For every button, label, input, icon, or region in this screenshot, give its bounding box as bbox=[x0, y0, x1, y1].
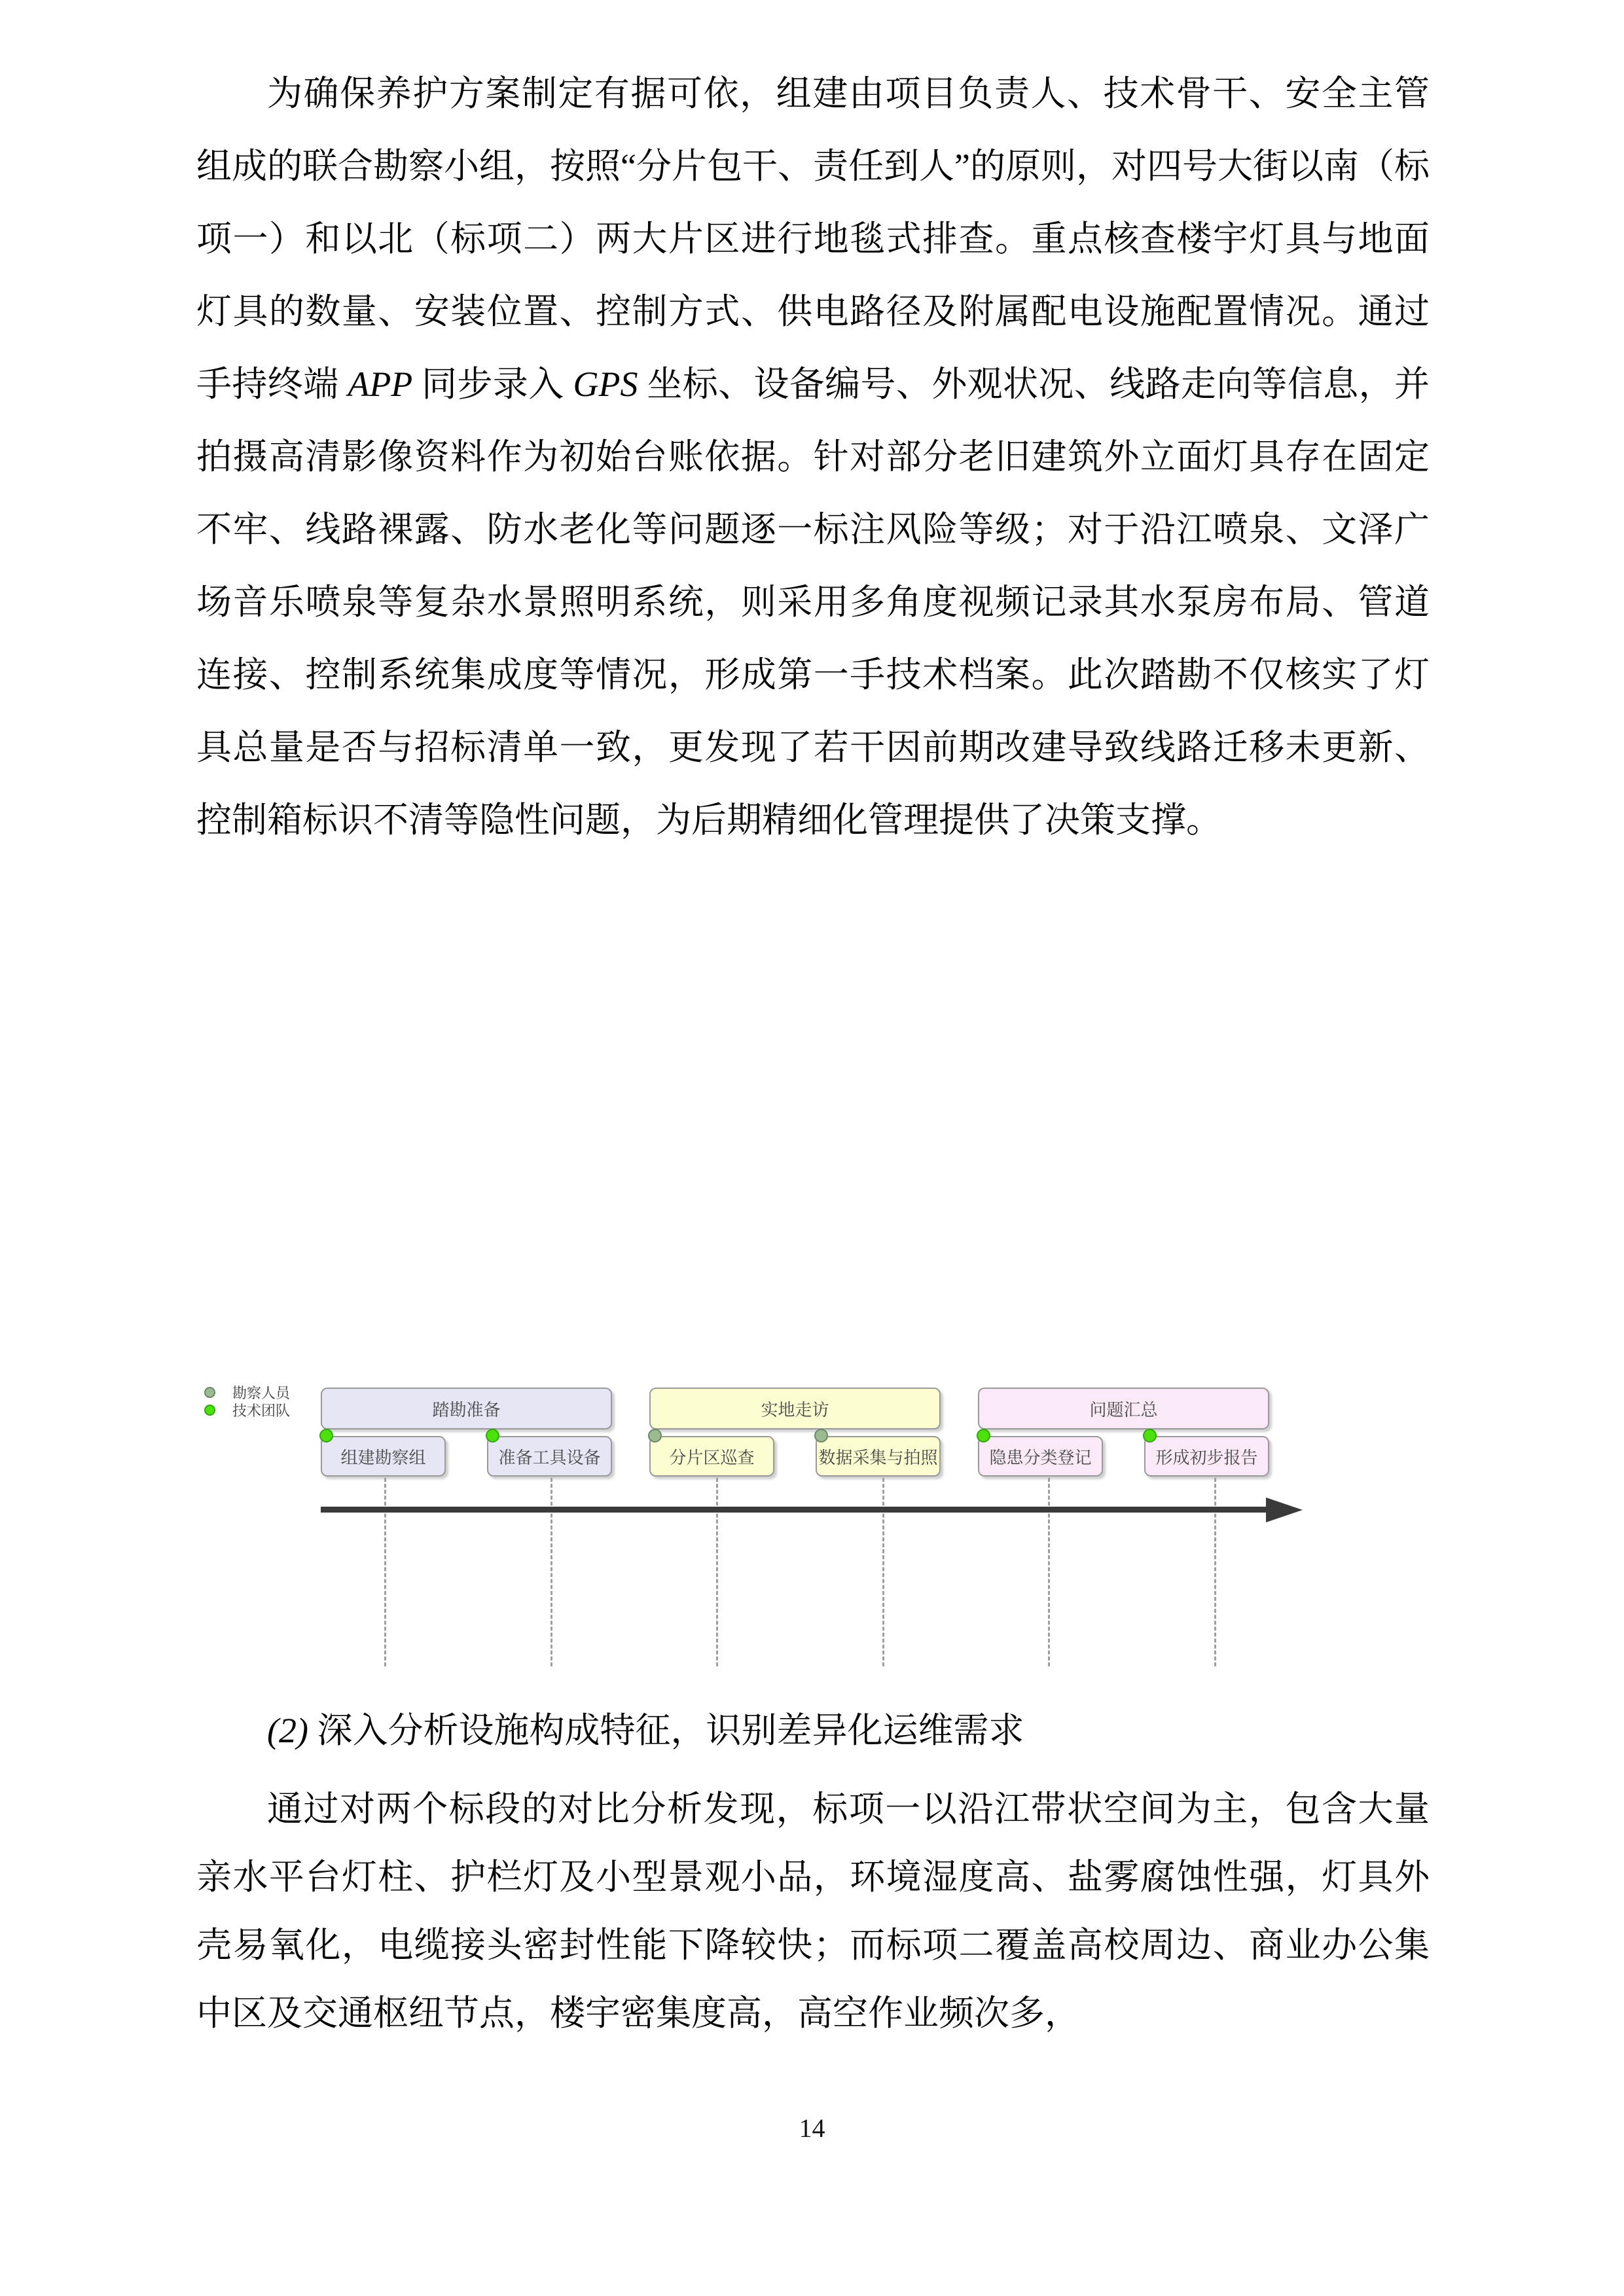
phase-box: 实地走访 bbox=[649, 1388, 941, 1429]
app-term: APP bbox=[348, 365, 413, 404]
paragraph-site-survey bbox=[196, 58, 1430, 857]
task-label: 形成初步报告 bbox=[1155, 1447, 1258, 1467]
task-label: 隐患分类登记 bbox=[989, 1447, 1092, 1467]
legend-label: 技术团队 bbox=[232, 1403, 291, 1419]
legend-item-surveyor bbox=[204, 1384, 290, 1401]
task-box bbox=[321, 1436, 446, 1477]
paragraph-text: 坐标、设备编号、外观状况、线路走向等信息，并拍摄高清影像资料作为初始台账依据。针对部分老旧建筑外立面灯具存在固定不牢、线路裸露、防水老化等问题逐一标注风险等级；对于沿江喷泉、文泽广场音乐喷泉等复杂水景照明系统，则采用多角度视频记录其水泵房布局、管道连接、控制系统集成度等情况，形成第一手技术档案。此次踏勘不仅核实了灯具总量是否与招标清单一致，更发现了若干因前期改建导致线路迁移未更新、控制箱标识不清等隐性问题，为后期精细化管理提供了决策支撑。 bbox=[196, 365, 1430, 840]
task-label: 数据采集与拍照 bbox=[818, 1447, 938, 1467]
task-row bbox=[321, 1436, 612, 1477]
timeline-phases bbox=[321, 1388, 1269, 1477]
surveyor-dot-icon bbox=[814, 1429, 828, 1443]
task-row bbox=[978, 1436, 1269, 1477]
tech-team-dot-icon bbox=[204, 1405, 215, 1416]
heading-number: (2) bbox=[267, 1711, 308, 1750]
survey-timeline-diagram bbox=[0, 1368, 1624, 1676]
paragraph-text: 同步录入 bbox=[412, 365, 573, 404]
task-label: 组建勘察组 bbox=[340, 1447, 426, 1467]
task-box bbox=[487, 1436, 612, 1477]
task-box bbox=[978, 1436, 1103, 1477]
tech-team-dot-icon bbox=[486, 1429, 499, 1443]
phase-group-field-visit bbox=[649, 1388, 941, 1477]
paragraph-comparison-analysis: 通过对两个标段的对比分析发现，标项一以沿江带状空间为主，包含大量亲水平台灯柱、护栏灯及小型景观小品，环境湿度高、盐雾腐蚀性强，灯具外壳易氧化，电缆接头密封性能下降较快；而标项二覆盖高校周边、商业办公集中区及交通枢纽节点，楼宇密集度高，高空作业频次多， bbox=[196, 1789, 1430, 2033]
tech-team-dot-icon bbox=[319, 1429, 333, 1443]
task-label: 准备工具设备 bbox=[498, 1447, 601, 1467]
surveyor-dot-icon bbox=[648, 1429, 662, 1443]
phase-group-issue-summary bbox=[978, 1388, 1269, 1477]
heading-text: 深入分析设施构成特征，识别差异化运维需求 bbox=[308, 1711, 1024, 1750]
surveyor-dot-icon bbox=[204, 1387, 215, 1398]
paragraph-text: 为确保养护方案制定有据可依，组建由项目负责人、技术骨干、安全主管组成的联合勘察小组，按照“分片包干、责任到人”的原则，对四号大街以南（标项一）和以北（标项二）两大片区进行地毯式排查。重点核查楼宇灯具与地面灯具的数量、安装位置、控制方式、供电路径及附属配电设施配置情况。通过手持终端 bbox=[196, 74, 1430, 404]
task-box bbox=[649, 1436, 774, 1477]
phase-group-preparation bbox=[321, 1388, 612, 1477]
task-box bbox=[816, 1436, 941, 1477]
task-row bbox=[649, 1436, 941, 1477]
timeline-arrow-shaft bbox=[321, 1507, 1267, 1513]
legend-label: 勘察人员 bbox=[232, 1385, 291, 1401]
legend-item-tech-team bbox=[204, 1401, 290, 1419]
section-heading bbox=[196, 1696, 1430, 1765]
tech-team-dot-icon bbox=[1143, 1429, 1157, 1443]
task-label: 分片区巡查 bbox=[669, 1447, 755, 1467]
phase-box: 问题汇总 bbox=[978, 1388, 1269, 1429]
gps-term: GPS bbox=[573, 365, 638, 404]
task-box bbox=[1144, 1436, 1269, 1477]
phase-box: 踏勘准备 bbox=[321, 1388, 612, 1429]
page-number: 14 bbox=[799, 2113, 825, 2143]
tech-team-dot-icon bbox=[977, 1429, 990, 1443]
timeline-arrow-head-icon bbox=[1266, 1498, 1303, 1522]
legend bbox=[204, 1384, 290, 1419]
